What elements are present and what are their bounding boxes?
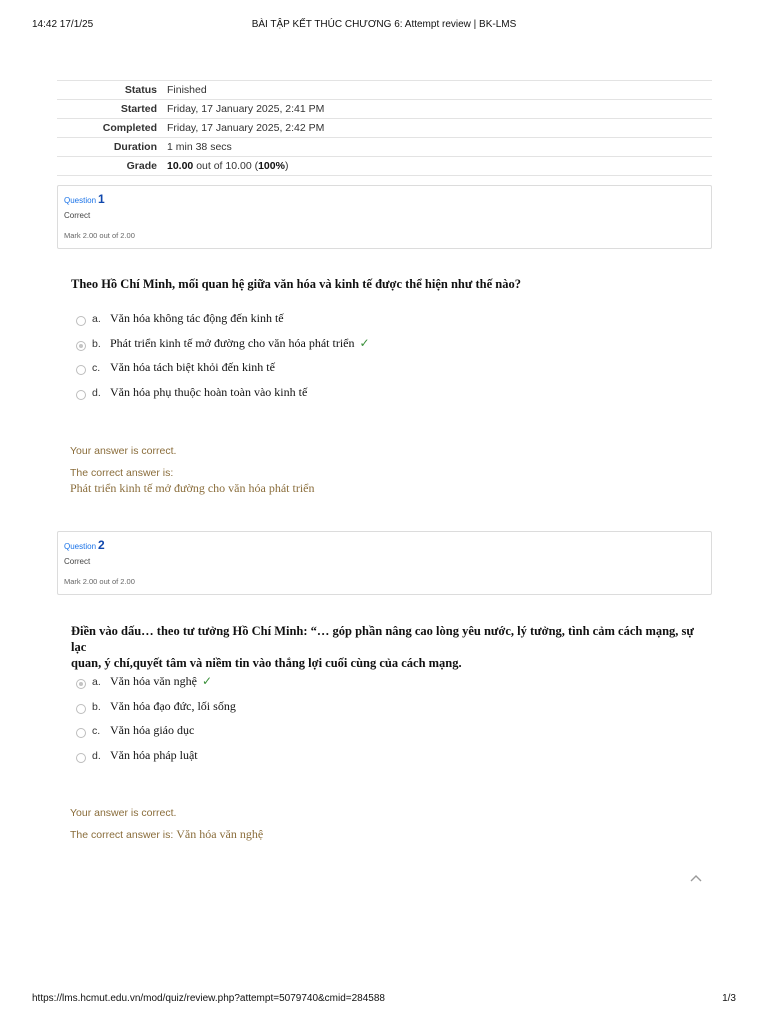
summary-value: 1 min 38 secs: [167, 141, 232, 153]
option-label: Văn hóa đạo đức, lối sống: [110, 698, 236, 713]
radio-button[interactable]: [76, 704, 86, 714]
option-b[interactable]: [76, 336, 696, 361]
option-label: Văn hóa không tác động đến kinh tế: [110, 311, 284, 325]
summary-value: Finished: [167, 84, 207, 96]
option-letter: c.: [92, 362, 101, 374]
summary-label: Started: [120, 103, 157, 115]
question-number: [64, 192, 105, 206]
grade-out-of: out of 10.00 (: [193, 160, 259, 172]
check-icon: ✓: [359, 335, 370, 350]
option-label: Văn hóa tách biệt khỏi đến kinh tế: [110, 360, 275, 374]
option-label: Phát triển kinh tế mở đường cho văn hóa phát triển: [110, 335, 355, 350]
summary-value: Friday, 17 January 2025, 2:42 PM: [167, 122, 325, 134]
option-letter: a.: [92, 313, 101, 325]
option-text: [110, 699, 236, 714]
summary-row-completed: [57, 119, 712, 138]
question-text-1: Theo Hồ Chí Minh, mối quan hệ giữa văn hóa và kinh tế được thể hiện như thế nào?: [71, 277, 521, 291]
summary-label: Grade: [126, 160, 157, 172]
option-letter: d.: [92, 386, 101, 399]
print-footer: [32, 993, 736, 1007]
option-label: Văn hóa giáo dục: [110, 723, 195, 737]
feedback-correct-answer-1: [70, 481, 314, 496]
feedback-result-2: Your answer is correct.: [70, 807, 177, 819]
feedback-correct-2: [70, 827, 263, 842]
radio-button[interactable]: [76, 316, 86, 326]
summary-row-grade: [57, 157, 712, 176]
question-mark: Mark 2.00 out of 2.00: [64, 231, 135, 240]
answer-options-1: [76, 311, 696, 409]
grade-close: ): [284, 160, 289, 172]
print-header: [32, 19, 736, 33]
option-label: Văn hóa văn nghệ: [110, 674, 197, 688]
question-state: Correct: [64, 557, 91, 566]
correct-answer-text: Văn hóa văn nghệ: [176, 827, 264, 841]
correct-answer-text: Phát triển kinh tế mở đường cho văn hóa phát triển: [70, 481, 315, 495]
radio-button-selected[interactable]: [76, 679, 86, 689]
option-c[interactable]: [76, 360, 696, 385]
question-mark: Mark 2.00 out of 2.00: [64, 577, 135, 586]
option-d[interactable]: [76, 385, 696, 410]
option-label: Văn hóa pháp luật: [110, 747, 198, 762]
option-b[interactable]: [76, 699, 696, 724]
check-icon: ✓: [201, 674, 213, 688]
summary-label: Duration: [113, 141, 157, 153]
answer-options-2: [76, 674, 696, 772]
summary-value: [167, 157, 712, 176]
option-a[interactable]: [76, 311, 696, 336]
option-c[interactable]: [76, 723, 696, 748]
summary-value: Friday, 17 January 2025, 2:41 PM: [167, 103, 325, 115]
option-text: [110, 336, 370, 351]
feedback-correct-label-1: The correct answer is:: [70, 467, 174, 479]
option-letter: a.: [92, 676, 101, 688]
summary-row-duration: [57, 138, 712, 157]
summary-label: Status: [124, 84, 157, 96]
summary-row-started: [57, 100, 712, 119]
summary-label: Completed: [102, 122, 157, 134]
question-text-line: Điền vào dấu… theo tư tưởng Hồ Chí Minh: “… góp phần nâng cao lòng yêu nước, lý tưởng, tình cảm cách mạng, sự lạc: [71, 624, 694, 654]
print-page-number: 1/3: [722, 993, 736, 1004]
option-text: [110, 311, 284, 326]
feedback-result-1: Your answer is correct.: [70, 445, 177, 457]
question-text-line: quan, ý chí,quyết tâm và niềm tin vào thắng lợi cuối cùng của cách mạng.: [71, 656, 462, 670]
question-number-value: 1: [98, 192, 105, 206]
option-text: [110, 748, 198, 763]
summary-row-status: [57, 81, 712, 100]
option-label: Văn hóa phụ thuộc hoàn toàn vào kinh tế: [110, 384, 308, 399]
option-letter: b.: [92, 700, 101, 713]
option-a[interactable]: [76, 674, 696, 699]
option-letter: d.: [92, 749, 101, 762]
question-state: Correct: [64, 211, 91, 220]
feedback-correct-label: The correct answer is:: [70, 829, 177, 841]
radio-button[interactable]: [76, 728, 86, 738]
question-prefix: Question: [64, 542, 97, 551]
option-text: [110, 385, 307, 400]
question-info-2: [57, 531, 712, 595]
radio-button[interactable]: [76, 390, 86, 400]
grade-percent: 100%: [258, 160, 285, 172]
radio-button[interactable]: [76, 753, 86, 763]
radio-button[interactable]: [76, 365, 86, 375]
radio-button-selected[interactable]: [76, 341, 86, 351]
grade-score: 10.00: [167, 160, 194, 172]
attempt-summary-table: [57, 80, 712, 176]
option-text: [110, 360, 275, 375]
option-letter: b.: [92, 337, 101, 350]
option-text: [110, 723, 194, 738]
question-text-2: [71, 623, 711, 671]
question-number: [64, 538, 105, 552]
option-d[interactable]: [76, 748, 696, 773]
question-info-1: [57, 185, 712, 249]
chevron-up-icon[interactable]: [689, 873, 703, 883]
print-page-title: BÀI TẬP KẾT THÚC CHƯƠNG 6: Attempt review | BK-LMS: [251, 19, 517, 30]
print-timestamp: 14:42 17/1/25: [32, 19, 94, 30]
chevron-up-icon-svg: [690, 874, 702, 882]
option-letter: c.: [92, 725, 101, 737]
option-text: [110, 674, 212, 689]
question-number-value: 2: [98, 538, 105, 552]
print-url: https://lms.hcmut.edu.vn/mod/quiz/review.php?attempt=5079740&cmid=284588: [32, 993, 385, 1004]
question-prefix: Question: [64, 196, 97, 205]
